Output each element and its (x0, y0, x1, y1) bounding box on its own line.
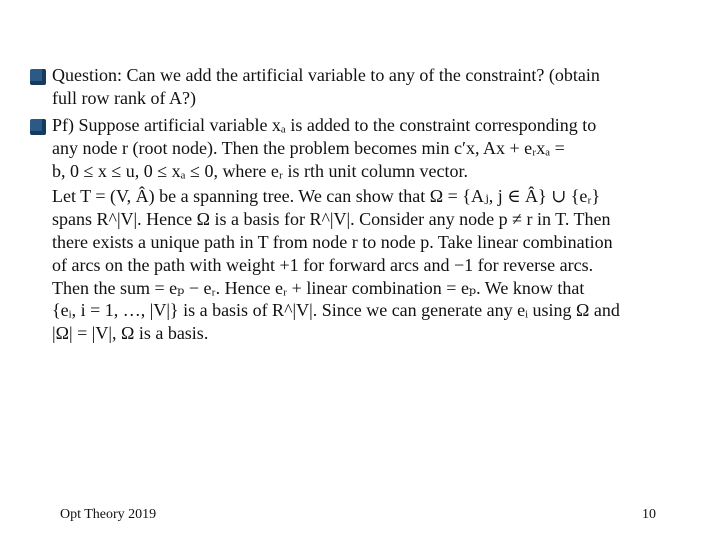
proof-line: |Ω| = |V|, Ω is a basis. (52, 323, 209, 344)
footer-course-title: Opt Theory 2019 (60, 507, 157, 522)
proof-paragraph (52, 114, 700, 345)
question-line: full row rank of A?) (52, 87, 196, 108)
proof-line: {eᵢ, i = 1, …, |V|} is a basis of R^|V|. Since we can generate any eᵢ using Ω and (52, 300, 620, 321)
proof-line: any node r (root node). Then the problem becomes min c′x, Ax + eᵣxₐ = (52, 137, 565, 158)
question-paragraph (52, 64, 700, 110)
square-bullet-icon (30, 69, 46, 85)
proof-line: spans R^|V|. Hence Ω is a basis for R^|V|. Consider any node p ≠ r in T. Then (52, 209, 611, 230)
proof-line: Let T = (V, Â) be a spanning tree. We can show that Ω = {Aⱼ, j ∈ Â} ∪ {eᵣ} (52, 186, 601, 207)
proof-line: of arcs on the path with weight +1 for forward arcs and −1 for reverse arcs. (52, 254, 594, 275)
proof-line: b, 0 ≤ x ≤ u, 0 ≤ xₐ ≤ 0, where eᵣ is rth unit column vector. (52, 160, 469, 181)
proof-line: Pf) Suppose artificial variable xₐ is added to the constraint corresponding to (52, 115, 597, 135)
footer-page-number: 10 (642, 507, 656, 522)
proof-line: there exists a unique path in T from node r to node p. Take linear combination (52, 231, 613, 252)
proof-line: Then the sum = eₚ − eᵣ. Hence eᵣ + linear combination = eₚ. We know that (52, 277, 585, 298)
square-bullet-icon (30, 119, 46, 135)
question-line: Question: Can we add the artificial variable to any of the constraint? (obtain (52, 65, 600, 85)
